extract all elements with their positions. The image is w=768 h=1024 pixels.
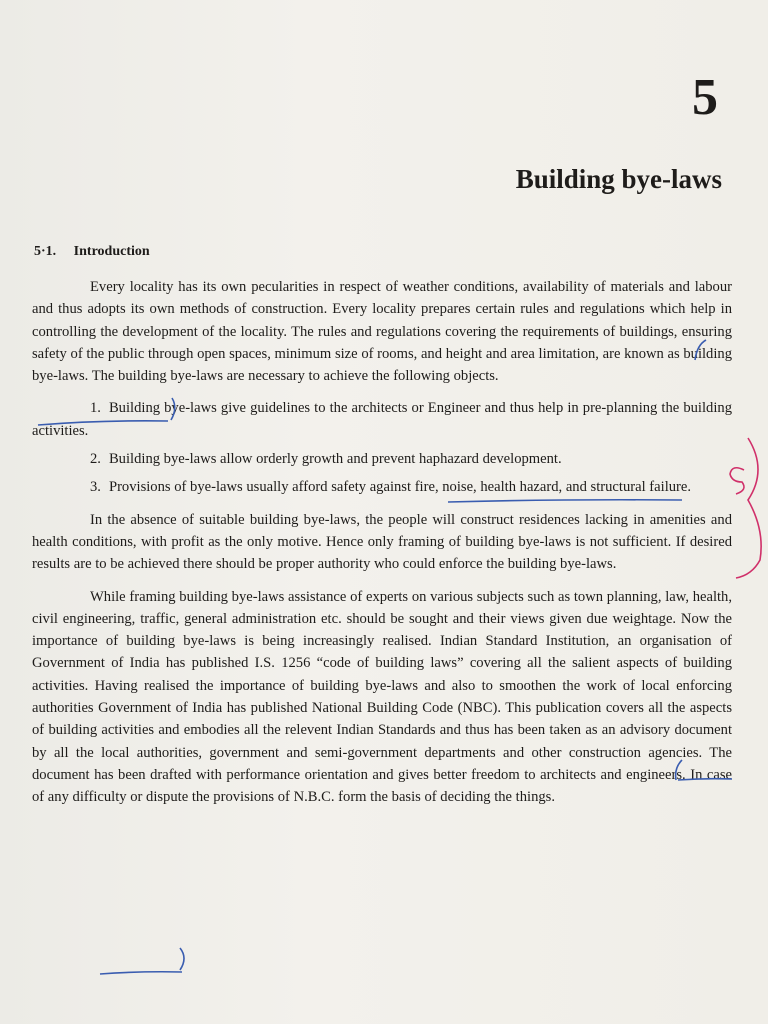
body-text	[32, 276, 732, 819]
pink-s-mark	[730, 468, 744, 494]
list-item-text: Building bye-laws allow orderly growth and prevent haphazard development.	[108, 451, 562, 468]
paragraph-intro: Every locality has its own pecularities in respect of weather conditions, availability of materials and labour and thus adopts its own methods of construction. Every locality prepares certain rules and regulations which help in controlling the development of the locality. The rules and regulations covering the requirements of buildings, ensuring safety of the public through open spaces, minimum size of rooms, and height and area limitation, are known as building bye-laws. The building bye-laws are necessary to achieve the following objects.	[32, 279, 732, 385]
chapter-title: Building bye-laws	[515, 164, 722, 194]
blue-underline-things	[100, 972, 182, 974]
section-heading	[34, 244, 150, 260]
paragraph-enforcement: In the absence of suitable building bye-laws, the people will construct residences lacking in amenities and health conditions, with profit as the only motive. Hence only framing of building bye-laws is not sufficient. If desired results are to be achieved there should be proper authority who could enforce the building bye-laws.	[32, 511, 732, 573]
list-item-number: 1.	[90, 400, 101, 417]
list-item-number: 3.	[90, 479, 101, 496]
section-number: 5·1.	[34, 244, 57, 259]
chapter-number: 5	[692, 69, 718, 126]
list-item-text: Provisions of bye-laws usually afford safety against fire, noise, health hazard, and structural failure.	[108, 479, 692, 496]
blue-bracket-things	[180, 948, 184, 970]
section-title: Introduction	[73, 244, 150, 259]
paragraph-nbc: While framing building bye-laws assistance of experts on various subjects such as town planning, law, health, civil engineering, traffic, general administration etc. should be sought and their views given due weightage. Now the importance of building bye-laws is being increasingly realised. Indian Standard Institution, an organisation of Government of India has published I.S. 1256 “code of building laws” covering all the salient aspects of building activities. Having realised the importance of building bye-laws and also to smoothen the work of local enforcing authorities Government of India has published National Building Code (NBC). This publication covers all the aspects of building activities and embodies all the relevent Indian Standards and thus has been taken as an advisory document by all the local authorities, government and semi-government departments and other construction agencies. The document has been drafted with performance orientation and gives better freedom to architects and engineers. In case of any difficulty or dispute the provisions of N.B.C. form the basis of deciding the things.	[32, 588, 732, 806]
list-item	[32, 448, 732, 470]
list-item-number: 2.	[90, 451, 101, 468]
list-item	[32, 476, 732, 498]
pink-margin-bracket	[736, 438, 761, 578]
list-item	[32, 397, 732, 442]
list-item-text: Building bye-laws give guidelines to the architects or Engineer and thus help in pre-planning the building activities.	[32, 400, 732, 439]
